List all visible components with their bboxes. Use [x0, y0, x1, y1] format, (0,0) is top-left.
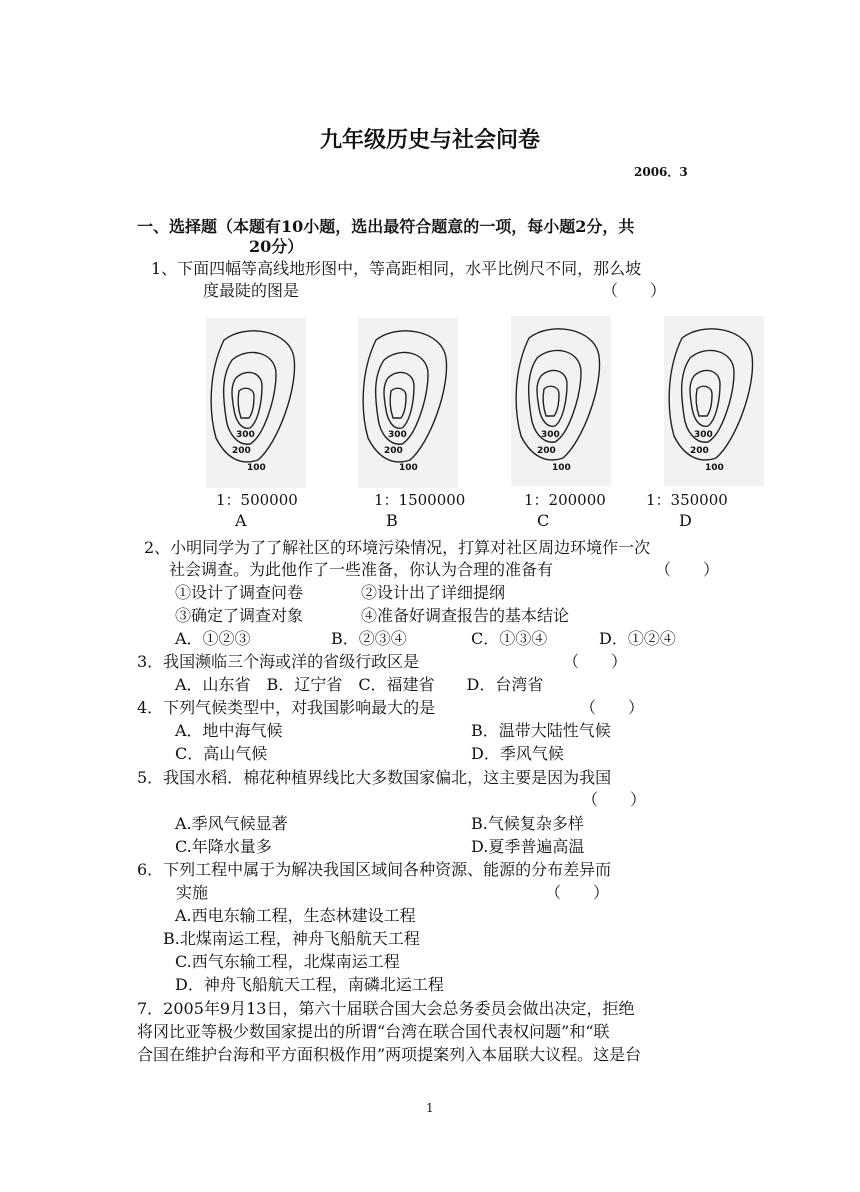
page-number: 1: [426, 1101, 434, 1115]
contour-map-c: [511, 316, 611, 486]
q2-item-2: ②设计出了详细提纲: [361, 583, 506, 602]
map-scale-b: 1：1500000: [374, 491, 466, 509]
contour-label-300: 300: [694, 430, 713, 440]
contour-label-200: 200: [537, 446, 556, 456]
contour-label-200: 200: [690, 446, 709, 456]
q5-option-a: A.季风气候显著: [175, 814, 288, 833]
q4-text: 4．下列气候类型中，对我国影响最大的是: [137, 698, 436, 717]
q7-text: 7．2005年9月13日，第六十届联合国大会总务委员会做出决定，拒绝: [137, 999, 635, 1018]
q1-text-cont: 度最陡的图是: [203, 281, 300, 300]
q6-option-c: C.西气东输工程，北煤南运工程: [175, 952, 400, 971]
q6-text: 6．下列工程中属于为解决我国区域间各种资源、能源的分布差异而: [137, 860, 612, 879]
page-title: 九年级历史与社会问卷: [319, 127, 540, 153]
contour-label-100: 100: [399, 463, 418, 473]
section-heading-cont: 20分）: [249, 237, 304, 256]
map-letter-b: B: [386, 511, 398, 530]
q6-option-a: A.西电东输工程，生态林建设工程: [175, 906, 416, 925]
contour-label-100: 100: [552, 463, 571, 473]
q3-text: 3．我国濒临三个海或洋的省级行政区是: [137, 652, 420, 671]
q4-option-c: C．高山气候: [175, 744, 268, 763]
map-letter-a: A: [235, 511, 247, 530]
contour-label-100: 100: [705, 463, 724, 473]
q5-option-c: C.年降水量多: [175, 837, 272, 856]
q5-option-b: B.气候复杂多样: [471, 814, 584, 833]
q6-text-cont: 实施: [176, 883, 209, 902]
q2-item-1: ①设计了调查问卷: [175, 583, 304, 602]
q3-options: A．山东省 B．辽宁省 C．福建省 D．台湾省: [175, 675, 544, 694]
q3-answer-paren: （ ）: [563, 652, 628, 671]
q2-option-c: C．①③④: [471, 629, 548, 648]
contour-map-b: [358, 318, 458, 488]
contour-label-300: 300: [388, 430, 407, 440]
q5-answer-paren: （ ）: [582, 790, 647, 809]
q2-text-cont: 社会调查。为此他作了一些准备，你认为合理的准备有: [169, 560, 554, 579]
q4-option-d: D．季风气候: [471, 744, 564, 763]
q4-option-b: B．温带大陆性气候: [471, 721, 611, 740]
contour-label-200: 200: [232, 446, 251, 456]
q2-answer-paren: （ ）: [655, 560, 720, 579]
contour-label-300: 300: [541, 430, 560, 440]
q6-answer-paren: （ ）: [545, 883, 610, 902]
section-heading: 一、选择题（本题有10小题，选出最符合题意的一项，每小题2分，共: [137, 217, 635, 236]
q4-option-a: A．地中海气候: [175, 721, 283, 740]
q2-text: 2、小明同学为了了解社区的环境污染情况，打算对社区周边环境作一次: [144, 538, 651, 557]
contour-label-100: 100: [247, 463, 266, 473]
contour-label-300: 300: [236, 430, 255, 440]
q6-option-b: B.北煤南运工程，神舟飞船航天工程: [163, 929, 420, 948]
q2-item-4: ④准备好调查报告的基本结论: [361, 606, 570, 625]
map-letter-d: D: [679, 511, 692, 530]
map-scale-d: 1：350000: [646, 491, 728, 509]
q7-text-line2: 将冈比亚等极少数国家提出的所谓“台湾在联合国代表权问题”和“联: [137, 1022, 610, 1041]
contour-label-200: 200: [384, 446, 403, 456]
contour-map-d: [664, 316, 764, 486]
q1-answer-paren: （ ）: [602, 281, 667, 300]
map-letter-c: C: [537, 511, 550, 530]
contour-map-a: [206, 318, 306, 488]
q5-text: 5．我国水稻．棉花种植界线比大多数国家偏北，这主要是因为我国: [137, 768, 612, 787]
q2-option-d: D．①②④: [599, 629, 676, 648]
q5-option-d: D.夏季普遍高温: [471, 837, 585, 856]
q4-answer-paren: （ ）: [580, 698, 645, 717]
q7-text-line3: 合国在维护台海和平方面积极作用”两项提案列入本届联大议程。这是台: [137, 1045, 642, 1064]
q6-option-d: D．神舟飞船航天工程，南磷北运工程: [175, 975, 444, 994]
q1-text: 1、下面四幅等高线地形图中，等高距相同，水平比例尺不同，那么坡: [151, 259, 642, 278]
map-scale-a: 1：500000: [216, 491, 298, 509]
q2-option-a: A．①②③: [175, 629, 251, 648]
q2-option-b: B．②③④: [331, 629, 407, 648]
map-scale-c: 1：200000: [524, 491, 606, 509]
q2-item-3: ③确定了调查对象: [175, 606, 304, 625]
date: 2006．3: [634, 165, 688, 179]
